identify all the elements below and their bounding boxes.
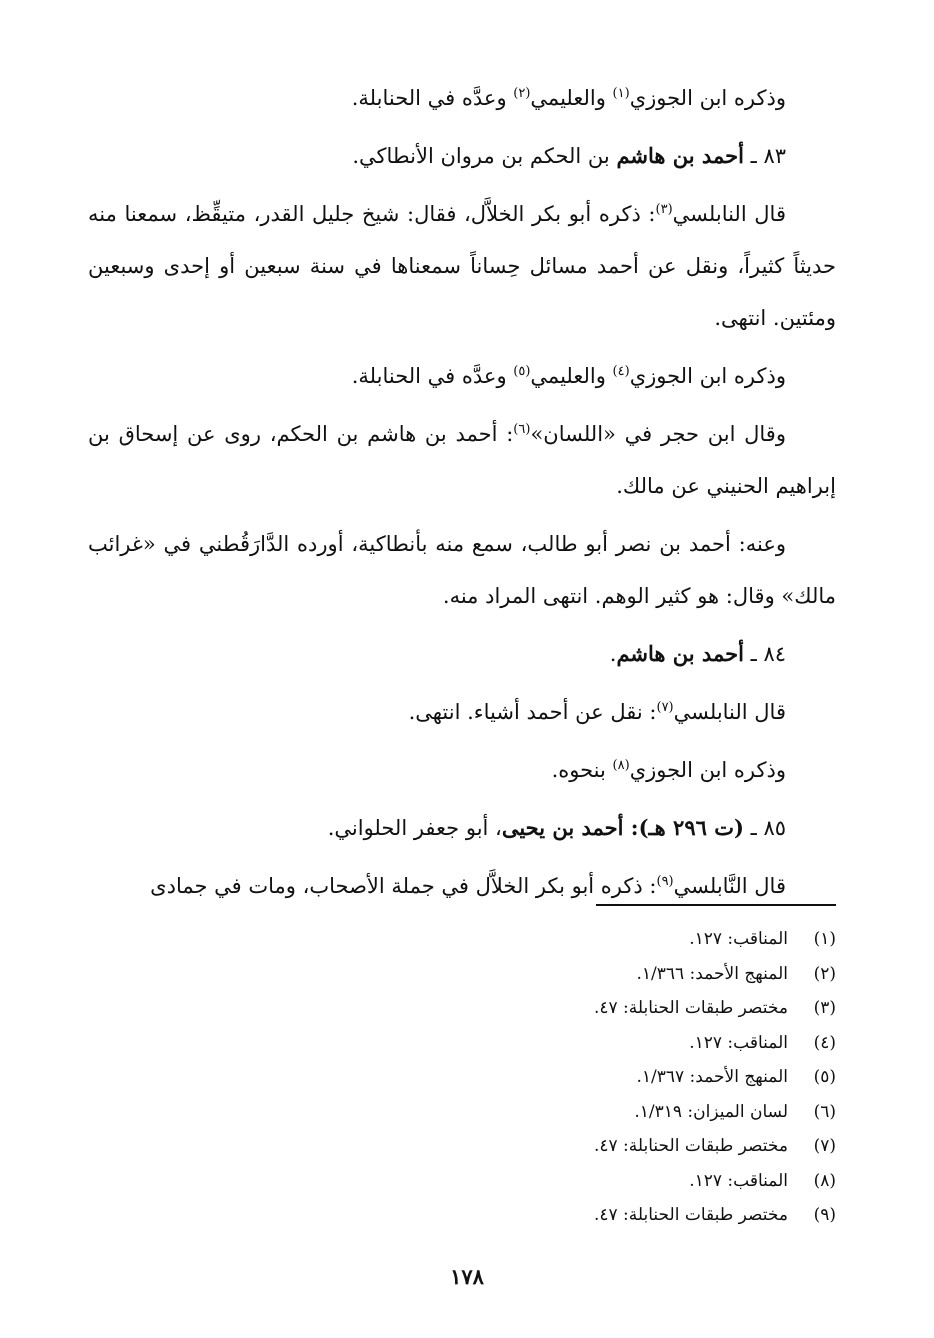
footnote-text: المناقب: ١٢٧. xyxy=(689,1170,788,1191)
main-text xyxy=(88,72,836,918)
entry-heading xyxy=(88,628,836,680)
footnote-number: (٨) xyxy=(813,1170,836,1191)
footnote-text: المناقب: ١٢٧. xyxy=(689,929,788,949)
footnote xyxy=(336,1164,836,1199)
footnote xyxy=(336,1026,836,1061)
paragraph xyxy=(88,188,836,344)
footnote xyxy=(336,1129,836,1164)
text-run: : ذكره أبو بكر الخلاَّل، فقال: شيخ جليل القدر، متيقِّظ، سمعنا منه حديثاً كثيراً، ونقل عن أحمد مسائل حِساناً سمعناها في سنة سبعين أو إحدى وسبعين ومئتين. انتهى. xyxy=(88,202,836,330)
footnote-text: مختصر طبقات الحنابلة: ٤٧. xyxy=(593,998,788,1018)
footnote-number: (٩) xyxy=(813,1205,836,1225)
footnote-text: مختصر طبقات الحنابلة: ٤٧. xyxy=(593,1205,788,1225)
footnote-number: (٥) xyxy=(813,1067,836,1087)
footnote-number: (٧) xyxy=(813,1136,836,1156)
paragraph xyxy=(88,408,836,512)
footnote-ref[interactable]: (٨) xyxy=(612,758,630,773)
footnote-ref[interactable]: (٣) xyxy=(655,202,673,217)
text-run: بنحوه. xyxy=(551,758,613,782)
footnote-text: مختصر طبقات الحنابلة: ٤٧. xyxy=(593,1136,788,1156)
footnote-text: لسان الميزان: ١/٣١٩. xyxy=(634,1101,788,1122)
entry-number: ٨٥ ـ xyxy=(743,816,786,840)
footnote-ref[interactable]: (٧) xyxy=(656,700,674,715)
entry-name: أحمد بن هاشم xyxy=(616,641,744,666)
footnote-divider xyxy=(596,904,836,906)
footnote xyxy=(336,1060,836,1095)
footnote-ref[interactable]: (٢) xyxy=(513,86,531,101)
entry-number: ٨٣ ـ xyxy=(743,144,786,168)
text-run: وذكره ابن الجوزي xyxy=(629,86,786,110)
text-run: بن الحكم بن مروان الأنطاكي. xyxy=(352,144,617,168)
footnote-ref[interactable]: (١) xyxy=(612,86,630,101)
text-run: والعليمي xyxy=(530,86,613,110)
footnote-ref[interactable]: (٤) xyxy=(612,364,630,379)
footnote-text: المنهج الأحمد: ١/٣٦٧. xyxy=(636,1067,788,1087)
footnote xyxy=(336,922,836,957)
footnote-ref[interactable]: (٩) xyxy=(656,874,674,889)
footnote-ref[interactable]: (٦) xyxy=(513,422,531,437)
page-number: ١٧٨ xyxy=(450,1264,484,1289)
entry-heading xyxy=(88,130,836,182)
footnote-text: المناقب: ١٢٧. xyxy=(689,1032,788,1053)
text-run: قال النَّابلسي xyxy=(673,874,786,898)
footnotes xyxy=(336,922,836,1233)
entry-number: ٨٤ ـ xyxy=(743,642,786,666)
footnote-number: (٤) xyxy=(813,1032,836,1053)
text-run: قال النابلسي xyxy=(672,202,786,226)
footnote xyxy=(336,1198,836,1233)
entry-heading xyxy=(88,802,836,854)
text-run: وقال ابن حجر في «اللسان» xyxy=(530,422,786,446)
footnote-text: المنهج الأحمد: ١/٣٦٦. xyxy=(636,963,788,984)
footnote-number: (٢) xyxy=(813,963,836,984)
footnote xyxy=(336,991,836,1026)
text-run: وعدَّه في الحنابلة. xyxy=(351,364,514,388)
text-run: قال النابلسي xyxy=(673,700,786,724)
text-run: : أحمد بن هاشم بن الحكم، روى عن إسحاق بن إبراهيم الحنيني عن مالك. xyxy=(88,422,836,498)
text-run: : ذكره أبو بكر الخلاَّل في جملة الأصحاب، ومات في جمادى xyxy=(150,874,657,898)
entry-name: (ت ٢٩٦ هـ): أحمد بن يحيى xyxy=(501,815,744,840)
footnote-ref[interactable]: (٥) xyxy=(513,364,531,379)
text-run: ، أبو جعفر الحلواني. xyxy=(327,816,502,840)
paragraph xyxy=(88,744,836,796)
footnote-number: (٣) xyxy=(813,998,836,1018)
paragraph xyxy=(88,686,836,738)
footnote-number: (١) xyxy=(813,929,836,949)
footnote xyxy=(336,1095,836,1130)
text-run: : نقل عن أحمد أشياء. انتهى. xyxy=(408,700,657,724)
paragraph xyxy=(88,72,836,124)
text-run: وعنه: أحمد بن نصر أبو طالب، سمع منه بأنطاكية، أورده الدَّارَقُطني في «غرائب مالك» وقال: هو كثير الوهم. انتهى المراد منه. xyxy=(88,532,836,608)
text-run: . xyxy=(609,642,617,666)
entry-name: أحمد بن هاشم xyxy=(616,143,744,168)
footnote xyxy=(336,957,836,992)
text-run: وذكره ابن الجوزي xyxy=(629,364,786,388)
paragraph xyxy=(88,350,836,402)
text-run: وعدَّه في الحنابلة. xyxy=(351,86,514,110)
paragraph xyxy=(88,518,836,622)
footnote-number: (٦) xyxy=(813,1101,836,1122)
text-run: والعليمي xyxy=(530,364,613,388)
text-run: وذكره ابن الجوزي xyxy=(629,758,786,782)
